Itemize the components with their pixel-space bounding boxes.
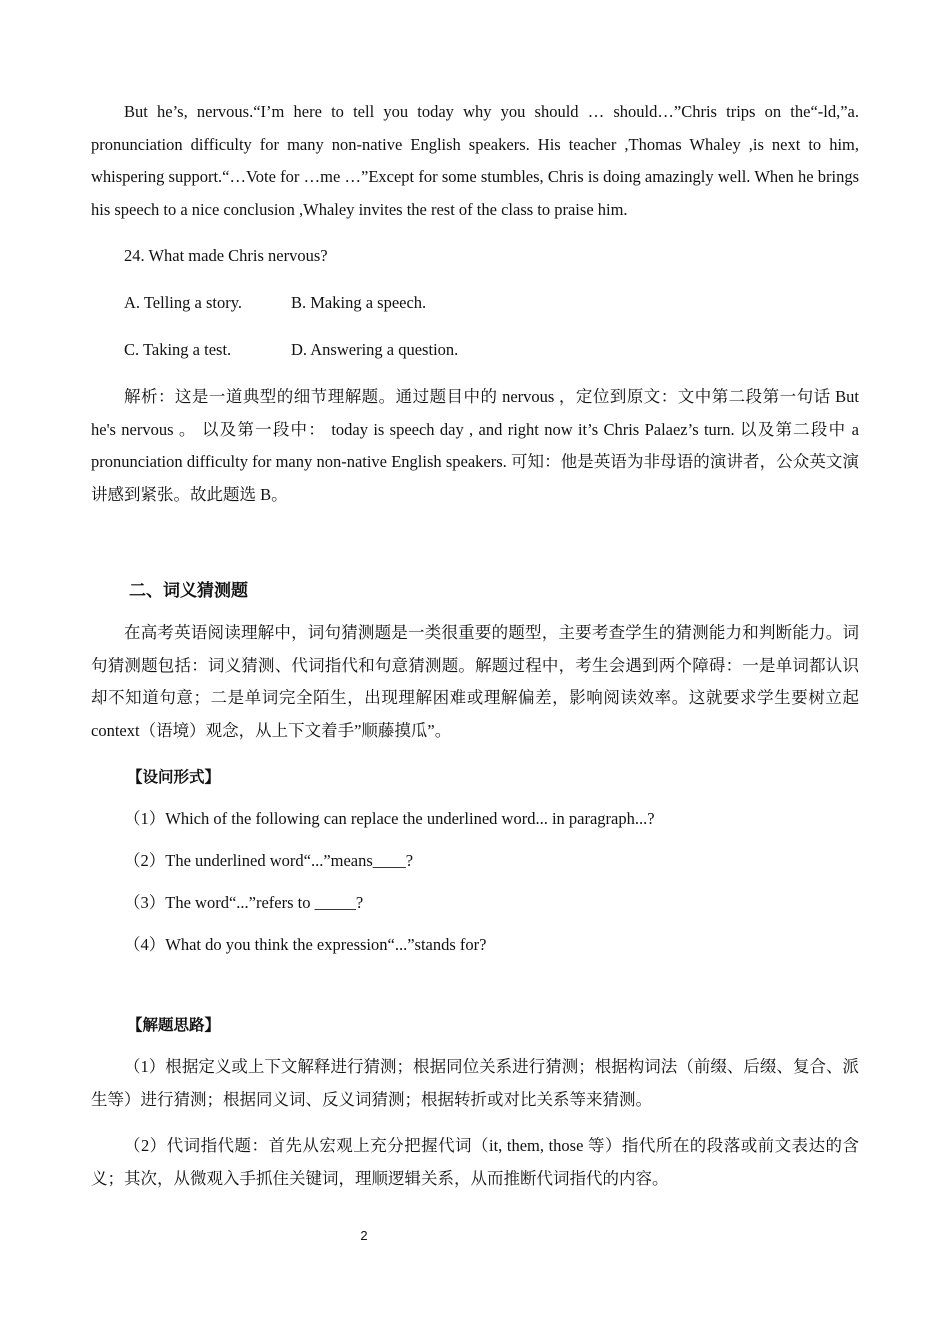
approach-item: （1）根据定义或上下文解释进行猜测；根据同位关系进行猜测；根据构词法（前缀、后缀、复合、派生等）进行猜测；根据同义词、反义词猜测；根据转折或对比关系等来猜测。 — [91, 1057, 859, 1109]
question-forms-title: 【设问形式】 — [127, 768, 221, 786]
question-stem: 24. What made Chris nervous? — [124, 246, 328, 265]
passage-paragraph: But he’s, nervous.“I’m here to tell you today why you should … should…”Chris trips on the“-ld,”a. pronunciation difficulty for many non-native English speakers. His teacher ,Thomas Whaley ,is next to him, whispering support.“…Vote for …me …”Except for some stumbles, Chris is doing amazingly well. When he brings his speech to a nice conclusion ,Whaley invites the rest of the class to praise him. — [91, 102, 859, 219]
options-row-2 — [91, 334, 859, 366]
question-form-item: （1）Which of the following can replace the underlined word... in paragraph...? — [124, 809, 655, 828]
options-row-1 — [91, 287, 859, 319]
option-c: C. Taking a test. — [124, 340, 232, 359]
section-intro: 在高考英语阅读理解中，词句猜测题是一类很重要的题型，主要考查学生的猜测能力和判断能力。词句猜测题包括：词义猜测、代词指代和句意猜测题。解题过程中，考生会遇到两个障碍：一是单词都认识却不知道句意；二是单词完全陌生，出现理解困难或理解偏差，影响阅读效率。这就要求学生要树立起 context（语境）观念，从上下文着手”顺藤摸瓜”。 — [91, 623, 859, 740]
approach-item: （2）代词指代题：首先从宏观上充分把握代词（it, them, those 等）指代所在的段落或前文表达的含义；其次，从微观入手抓住关键词，理顺逻辑关系，从而推断代词指代的内容。 — [91, 1136, 859, 1188]
option-a: A. Telling a story. — [124, 293, 242, 312]
question-form-item: （2）The underlined word“...”means____? — [124, 851, 414, 870]
option-d: D. Answering a question. — [291, 340, 459, 359]
question-form-item: （4）What do you think the expression“...”stands for? — [124, 935, 487, 954]
question-form-item: （3）The word“...”refers to _____? — [124, 893, 364, 912]
analysis-paragraph: 解析：这是一道典型的细节理解题。通过题目中的 nervous ，定位到原文：文中第二段第一句话 But he's nervous 。 以及第一段中： today is speech day , and right now it’s Chris Palaez’s turn. 以及第二段中 a pronunciation difficulty for many non-native English speakers. 可知：他是英语为非母语的演讲者，公众英文演讲感到紧张。故此题选 B。 — [91, 387, 859, 504]
option-b: B. Making a speech. — [291, 293, 427, 312]
document-page — [91, 96, 859, 1209]
page-number: 2 — [360, 1228, 368, 1243]
section-title: 二、词义猜测题 — [129, 581, 248, 601]
approach-title: 【解题思路】 — [127, 1016, 221, 1034]
